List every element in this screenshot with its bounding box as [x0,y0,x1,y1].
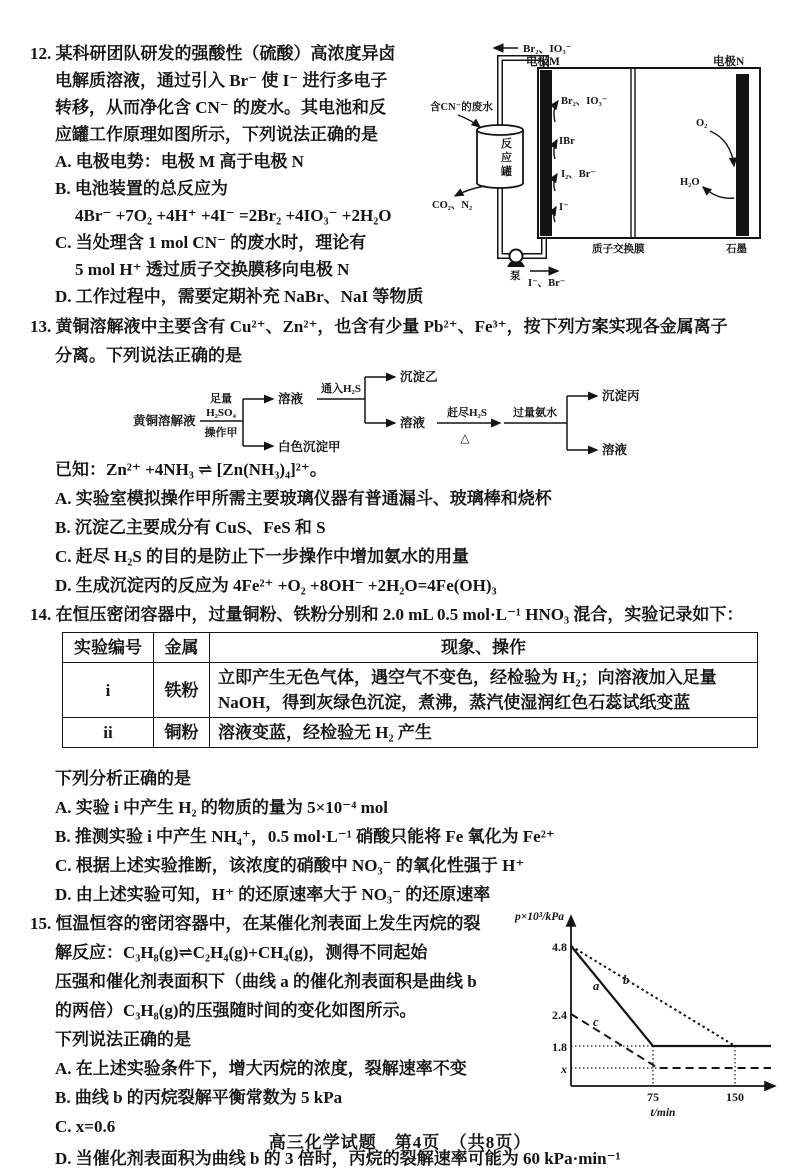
electrode-m-label: 电极M [526,56,560,68]
text-line: 解反应：C₃H₈(g)⇌C₂H₄(g)+CH₄(g)，测得不同起始 [55,943,428,962]
question-12-text [30,40,440,310]
option-b: B. 曲线 b 的丙烷裂解平衡常数为 5 kPa [55,1088,343,1107]
question-12 [30,40,770,312]
y-tick: 2.4 [552,1008,567,1022]
curve-b-label: b [623,973,630,987]
graphite-label: 石墨 [726,244,747,255]
gas-out-arrow [455,186,485,196]
flow-step4-reagent: 过量氨水 [513,407,557,419]
page-content [30,40,770,1172]
wastewater-label: 含CN⁻的废水 [430,102,493,113]
x-tick: 150 [726,1090,744,1104]
flow-node: 白色沉淀甲 [278,440,341,454]
wastewater-arrow [458,115,480,127]
o2-arrow [710,131,734,166]
flow-source: 黄铜溶解液 [133,414,196,428]
reaction-tank [477,125,523,188]
pump-label: 泵 [510,271,521,282]
observation-cell: 溶液变蓝，经检验无 H₂ 产生 [210,718,758,748]
flow-step1-reagent: H₂SO₄ [206,407,236,419]
cell-body [538,68,760,238]
heat-symbol: △ [460,431,470,445]
option-b-equation: 4Br⁻ +7O₂ +4H⁺ +4I⁻ =2Br₂ +4IO₃⁻ +2H₂O [75,206,392,225]
o2-label: O₂ [696,118,708,129]
option-a: A. 电极电势：电极 M 高于电极 N [55,152,304,171]
curve-c-label: c [593,1015,599,1029]
exp-id-cell: ii [63,718,154,748]
text-line: 压强和催化剂表面积下（曲线 a 的催化剂表面积是曲线 b [55,972,477,991]
membrane-label: 质子交换膜 [592,244,645,255]
text-line: 15. 恒温恒容的密闭容器中，在某催化剂表面上发生丙烷的裂 [30,914,481,933]
table-row [63,663,758,718]
option-c: C. 根据上述实验推断，该浓度的硝酸中 NO₃⁻ 的氧化性强于 H⁺ [55,856,525,875]
species-label: I₂、Br⁻ [561,169,596,180]
h2o-arrow [703,187,734,198]
bottom-flow-label: I⁻、Br⁻ [528,278,566,289]
text-line: 13. 黄铜溶解液中主要含有 Cu²⁺、Zn²⁺，也含有少量 Pb²⁺、Fe³⁺，按下列方案实现各金属离子 [30,317,728,336]
separation-flowchart [115,366,660,466]
curve-a-label: a [593,979,600,993]
col-header: 现象、操作 [210,633,758,663]
metal-cell: 铁粉 [154,663,210,718]
y-tick: 4.8 [552,940,567,954]
species-label: Br₂、IO₃⁻ [561,96,608,107]
y-axis-label: p×10³/kPa [515,911,564,923]
option-a: A. 实验 i 中产生 H₂ 的物质的量为 5×10⁻⁴ mol [55,798,388,817]
text-line: 分离。下列说法正确的是 [55,346,242,365]
option-c: C. 赶尽 H₂S 的目的是防止下一步操作中增加氨水的用量 [55,547,470,566]
gas-out-label: CO₂、N₂ [432,200,473,211]
option-a: A. 在上述实验条件下，增大丙烷的浓度，裂解速率不变 [55,1059,467,1078]
electrode-n-bar [736,74,749,236]
text-line: 12. 某科研团队研发的强酸性（硫酸）高浓度异卤 [30,44,396,63]
electrode-n-label: 电极N [713,56,745,68]
flow-node: 溶液 [602,443,628,457]
option-b: B. 电池装置的总反应为 [55,179,228,198]
option-b: B. 沉淀乙主要成分有 CuS、FeS 和 S [55,518,326,537]
text-line: 转移，从而净化含 CN⁻ 的废水。其电池和反 [55,98,387,117]
y-tick: 1.8 [552,1040,567,1054]
option-c-continued: 5 mol H⁺ 透过质子交换膜移向电极 N [75,260,350,279]
flow-node: 沉淀丙 [602,389,640,403]
page-footer: 高三化学试题 第4页 （共8页） [268,1133,532,1152]
prompt-line: 下列说法正确的是 [55,1030,191,1049]
species-label: I⁻ [559,202,569,213]
pressure-time-graph [513,904,795,1124]
option-c: C. 当处理含 1 mol CN⁻ 的废水时，理论有 [55,233,367,252]
curve-a [571,946,771,1046]
top-flow-label: Br₂、IO₃⁻ [523,43,572,55]
option-d: D. 由上述实验可知，H⁺ 的还原速率大于 NO₃⁻ 的还原速率 [55,885,491,904]
y-tick: x [561,1062,567,1076]
flow-node: 溶液 [400,416,426,430]
option-d: D. 工作过程中，需要定期补充 NaBr、NaI 等物质 [55,287,424,306]
h2o-label: H₂O [680,177,700,188]
species-label: IBr [559,136,575,147]
electrode-m-bar [540,70,552,236]
question-13 [30,312,770,600]
metal-cell: 铜粉 [154,718,210,748]
option-c: C. x=0.6 [55,1117,116,1136]
pump-icon [510,250,523,263]
flow-step3-reagent: 赶尽H₂S [447,407,487,419]
option-a: A. 实验室模拟操作甲所需主要玻璃仪器有普通漏斗、玻璃棒和烧杯 [55,489,552,508]
option-d: D. 生成沉淀丙的反应为 4Fe²⁺ +O₂ +8OH⁻ +2H₂O=4Fe(OH)₃ [55,576,497,595]
tank-label-char: 罐 [501,166,512,178]
x-axis-label: t/min [650,1107,676,1119]
prompt-line: 下列分析正确的是 [55,769,191,788]
question-14 [30,600,770,909]
text-line: 的两倍）C₃H₈(g)的压强随时间的变化如图所示。 [55,1001,417,1020]
col-header: 实验编号 [63,633,154,663]
observation-cell: 立即产生无色气体，遇空气不变色，经检验为 H₂；向溶液加入足量 NaOH，得到灰绿色沉淀，煮沸，蒸汽使湿润红色石蕊试纸变蓝 [210,663,758,718]
text-line: 电解质溶液，通过引入 Br⁻ 使 I⁻ 进行多电子 [55,71,388,90]
table-row [63,718,758,748]
curve-c [571,1014,771,1068]
text-line: 14. 在恒压密闭容器中，过量铜粉、铁粉分别和 2.0 mL 0.5 mol·L⁻¹ HNO₃ 混合，实验记录如下： [30,605,744,624]
flow-node: 溶液 [278,392,304,406]
known-equation: 已知：Zn²⁺ +4NH₃ ⇌ [Zn(NH₃)₄]²⁺。 [55,460,327,479]
text-line: 应罐工作原理如图所示，下列说法正确的是 [55,125,378,144]
col-header: 金属 [154,633,210,663]
flow-step1-operation: 操作甲 [204,427,238,439]
flow-node: 沉淀乙 [400,370,438,384]
option-b: B. 推测实验 i 中产生 NH₄⁺，0.5 mol·L⁻¹ 硝酸只能将 Fe 氧化为 Fe²⁺ [55,827,555,846]
flow-step1-reagent: 足量 [210,393,232,405]
experiment-table-wrap [62,632,758,748]
x-tick: 75 [647,1090,659,1104]
anode-species [554,101,558,222]
pump-base [507,262,525,267]
tank-label-char: 反 [501,138,512,150]
exp-id-cell: i [63,663,154,718]
curve-b [571,946,735,1046]
cell-diagram [430,38,793,290]
experiment-table [62,632,758,748]
flow-step2-reagent: 通入H₂S [321,383,361,395]
table-header-row [63,633,758,663]
tank-label-char: 应 [501,152,512,164]
option-d: D. 当催化剂表面积为曲线 b 的 3 倍时，丙烷的裂解速率可能为 60 kPa·min⁻¹ [55,1149,621,1168]
